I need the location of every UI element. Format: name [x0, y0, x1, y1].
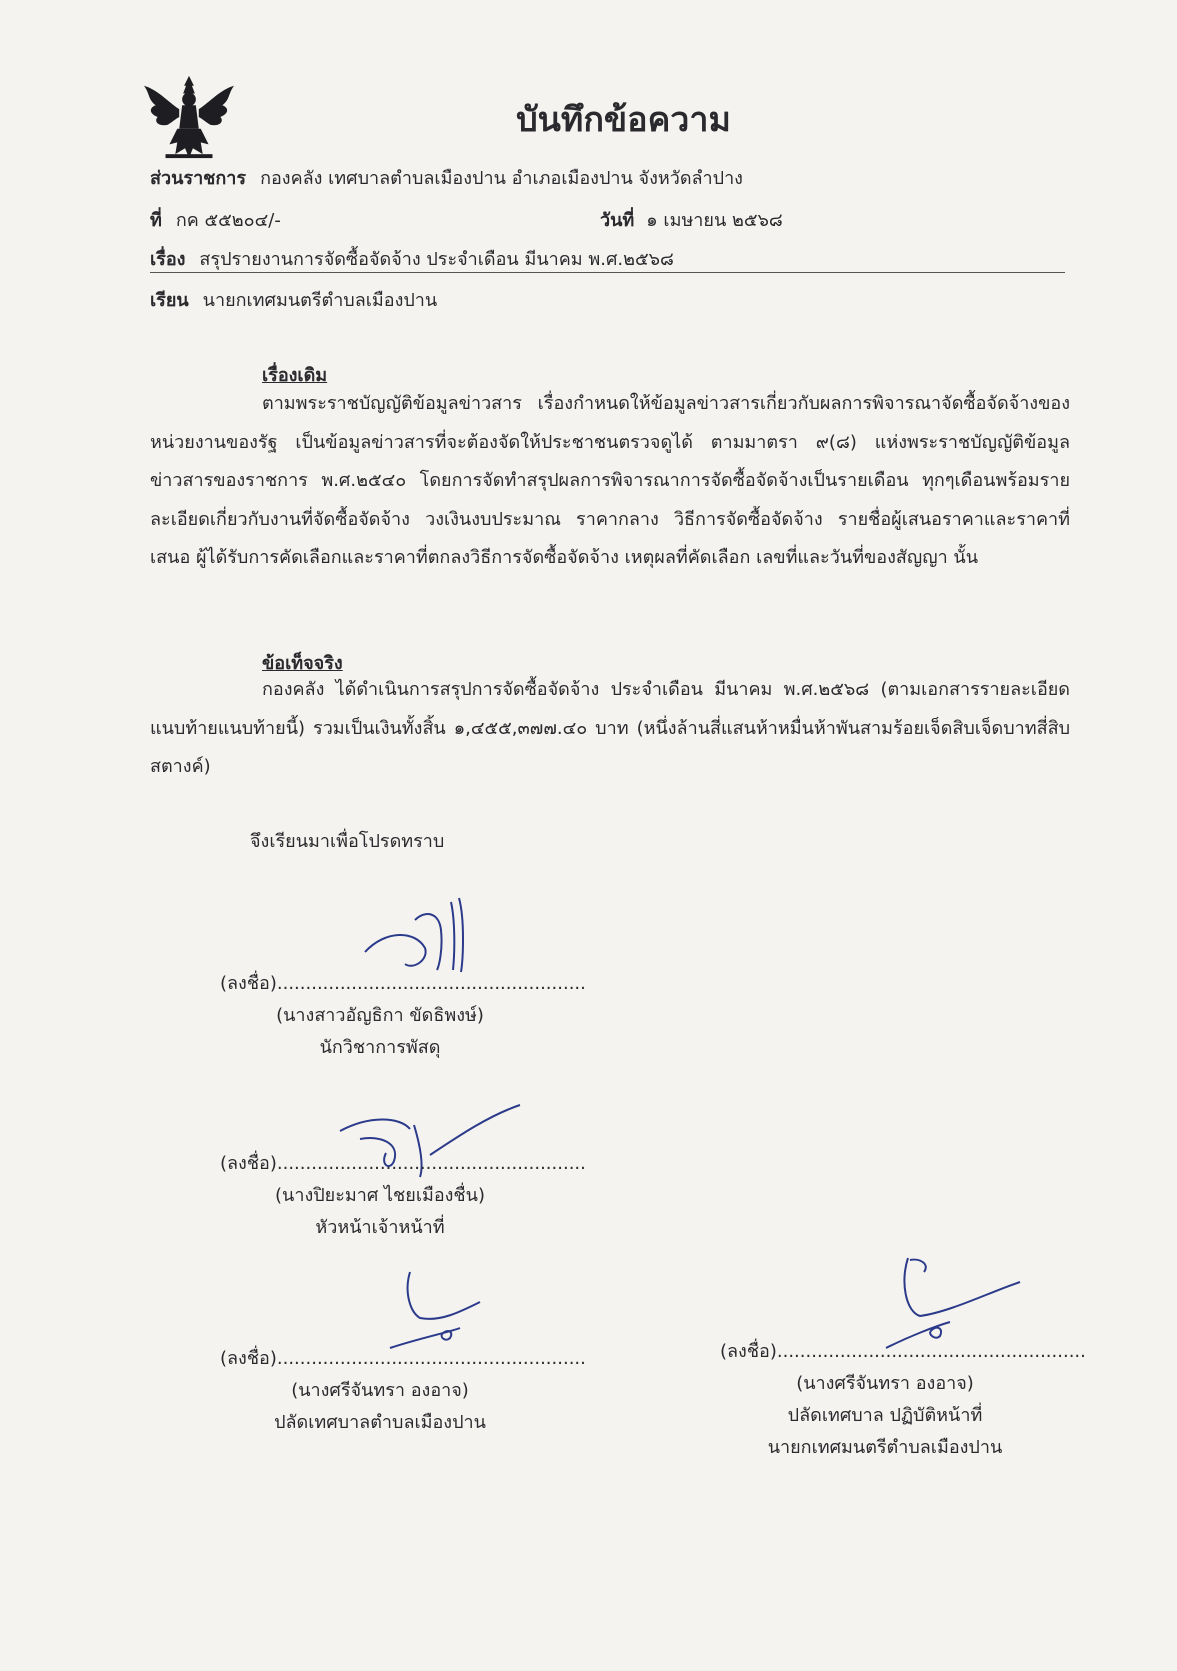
date-row [600, 205, 783, 234]
subject-value: สรุปรายงานการจัดซื้อจัดจ้าง ประจำเดือน มีนาคม พ.ศ.๒๕๖๘ [199, 249, 674, 270]
ref-row [150, 205, 281, 234]
agency-row [150, 163, 743, 192]
date-label: วันที่ [600, 210, 635, 231]
ref-value: กค ๕๕๒๐๔/- [175, 210, 281, 231]
date-value: ๑ เมษายน ๒๕๖๘ [646, 210, 783, 231]
signature-block-4 [720, 1336, 1086, 1464]
background-heading: เรื่องเดิม [262, 365, 328, 386]
signer-position: ปลัดเทศบาล ปฏิบัติหน้าที่ [787, 1405, 983, 1426]
sign-line: (ลงชื่อ)...................................................... [220, 1153, 586, 1174]
header-divider [150, 272, 1065, 273]
background-paragraph: ตามพระราชบัญญัติข้อมูลข่าวสาร เรื่องกำหนดให้ข้อมูลข่าวสารเกี่ยวกับผลการพิจารณาจัดซื้อจัดจ้างของหน่วยงานของรัฐ เป็นข้อมูลข่าวสารที่จะต้องจัดให้ประชาชนตรวจดูได้ ตามมาตรา ๙(๘) แห่งพระราชบัญญัติข้อมูลข่าวสารของราชการ พ.ศ.๒๕๔๐ โดยการจัดทำสรุปผลการพิจารณาการจัดซื้อจัดจ้างเป็นรายเดือน ทุกๆเดือนพร้อมรายละเอียดเกี่ยวกับงานที่จัดซื้อจัดจ้าง วงเงินงบประมาณ ราคากลาง วิธีการจัดซื้อจัดจ้าง รายชื่อผู้เสนอราคาและราคาที่เสนอ ผู้ได้รับการคัดเลือกและราคาที่ตกลงวิธีการจัดซื้อจัดจ้าง เหตุผลที่คัดเลือก เลขที่และวันที่ของสัญญา นั้น [150, 393, 1070, 569]
signer-position-secondary: นายกเทศมนตรีตำบลเมืองปาน [767, 1437, 1003, 1458]
signer-position: ปลัดเทศบาลตำบลเมืองปาน [274, 1412, 486, 1433]
sign-line: (ลงชื่อ)...................................................... [220, 973, 586, 994]
sign-line: (ลงชื่อ)...................................................... [220, 1348, 586, 1369]
facts-paragraph: กองคลัง ได้ดำเนินการสรุปการจัดซื้อจัดจ้าง ประจำเดือน มีนาคม พ.ศ.๒๕๖๘ (ตามเอกสารรายละเอียดแนบท้ายแนบท้ายนี้) รวมเป็นเงินทั้งสิ้น ๑,๔๕๕,๓๗๗.๔๐ บาท (หนึ่งล้านสี่แสนห้าหมื่นห้าพันสามร้อยเจ็ดสิบเจ็ดบาทสี่สิบสตางค์) [150, 679, 1070, 778]
closing-text: จึงเรียนมาเพื่อโปรดทราบ [250, 831, 445, 852]
signature-3-mark [380, 1262, 500, 1352]
agency-label: ส่วนราชการ [150, 168, 247, 189]
signature-block-2 [220, 1148, 586, 1244]
agency-value: กองคลัง เทศบาลตำบลเมืองปาน อำเภอเมืองปาน จังหวัดลำปาง [260, 168, 743, 189]
to-value: นายกเทศมนตรีตำบลเมืองปาน [202, 290, 438, 311]
signer-name: (นางศรีจันทรา องอาจ) [796, 1373, 974, 1394]
to-label: เรียน [150, 290, 189, 311]
signer-position: หัวหน้าเจ้าหน้าที่ [315, 1217, 445, 1238]
signer-position: นักวิชาการพัสดุ [319, 1037, 441, 1058]
signature-block-1 [220, 968, 586, 1064]
ref-label: ที่ [150, 210, 162, 231]
signature-block-3 [220, 1343, 586, 1439]
facts-heading: ข้อเท็จจริง [262, 653, 343, 674]
to-row [150, 285, 437, 314]
subject-row [150, 244, 674, 273]
signature-1-mark [355, 890, 495, 980]
signer-name: (นางศรีจันทรา องอาจ) [291, 1380, 469, 1401]
signer-name: (นางสาวอัญธิกา ขัดธิพงษ์) [276, 1005, 484, 1026]
signer-name: (นางปิยะมาศ ไชยเมืองชื่น) [275, 1185, 485, 1206]
memo-title: บันทึกข้อความ [516, 100, 731, 140]
subject-label: เรื่อง [150, 249, 186, 270]
sign-line: (ลงชื่อ)...................................................... [720, 1341, 1086, 1362]
